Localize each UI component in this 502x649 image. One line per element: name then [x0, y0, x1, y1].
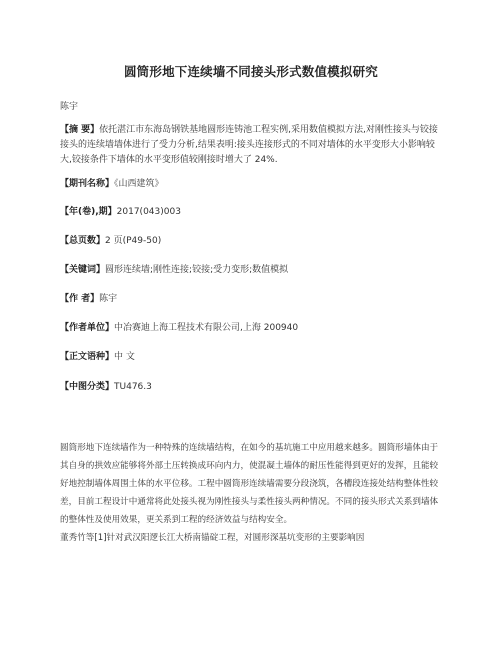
language-value: 中 文	[114, 352, 135, 362]
language-field	[60, 351, 135, 364]
journal-label: 【期刊名称】	[60, 179, 115, 189]
pages-field	[60, 235, 161, 248]
pages-label: 【总页数】	[60, 236, 106, 246]
journal-field	[60, 178, 164, 191]
pages-value: 2 页(P49-50)	[105, 236, 162, 246]
language-label: 【正文语种】	[60, 352, 115, 362]
year-volume-field	[60, 206, 181, 219]
affiliation-field	[60, 322, 298, 335]
abstract	[60, 123, 445, 168]
author-label: 【作 者】	[60, 294, 100, 304]
journal-value: 《山西建筑》	[114, 179, 164, 189]
year-volume-label: 【年(卷),期】	[60, 207, 117, 217]
abstract-label: 【摘 要】	[60, 125, 100, 135]
body-text	[60, 440, 445, 547]
keywords-field	[60, 264, 288, 277]
body-paragraph: 圆筒形地下连续墙作为一种特殊的连续墙结构，在如今的基坑施工中应用越来越多。圆筒形墙体由于其自身的拱效应能够将外部土压转换成环向内力，使混凝土墙体的耐压性能得到更好的发挥，且能较好地控制墙体周围土体的水平位移。工程中圆筒形连续墙需要分段浇筑，各槽段连接处结构整体性较差，目前工程设计中通常将此处接头视为刚性接头与柔性接头两种情况。不同的接头形式关系到墙体的整体性及使用效果，更关系到工程的经济效益与结构安全。	[60, 443, 439, 525]
author-name: 陈宇	[60, 102, 79, 112]
body-paragraph: 董秀竹等[1]针对武汉阳逻长江大桥南锚碇工程，对圆形深基坑变形的主要影响因	[60, 532, 365, 543]
abstract-text: 依托湛江市东海岛钢铁基地圆形连铸池工程实例,采用数值模拟方法,对刚性接头与铰接接头的连续墙墙体进行了受力分析,结果表明:接头连接形式的不同对墙体的水平变形大小影响较大,铰接条件下墙体的水平变形值较刚接时增大了 24%.	[60, 125, 438, 165]
author-value: 陈宇	[99, 294, 118, 304]
keywords-value: 圆形连续墙;刚性连接;铰接;受力变形;数值模拟	[105, 265, 289, 275]
affiliation-label: 【作者单位】	[60, 323, 115, 333]
affiliation-value: 中冶赛迪上海工程技术有限公司,上海 200940	[114, 323, 299, 333]
classification-label: 【中图分类】	[60, 382, 115, 392]
classification-value: TU476.3	[114, 382, 152, 392]
document-title: 圆筒形地下连续墙不同接头形式数值模拟研究	[123, 64, 378, 79]
year-volume-value: 2017(043)003	[116, 207, 181, 217]
keywords-label: 【关键词】	[60, 265, 106, 275]
author-field	[60, 293, 117, 306]
classification-field	[60, 381, 152, 394]
